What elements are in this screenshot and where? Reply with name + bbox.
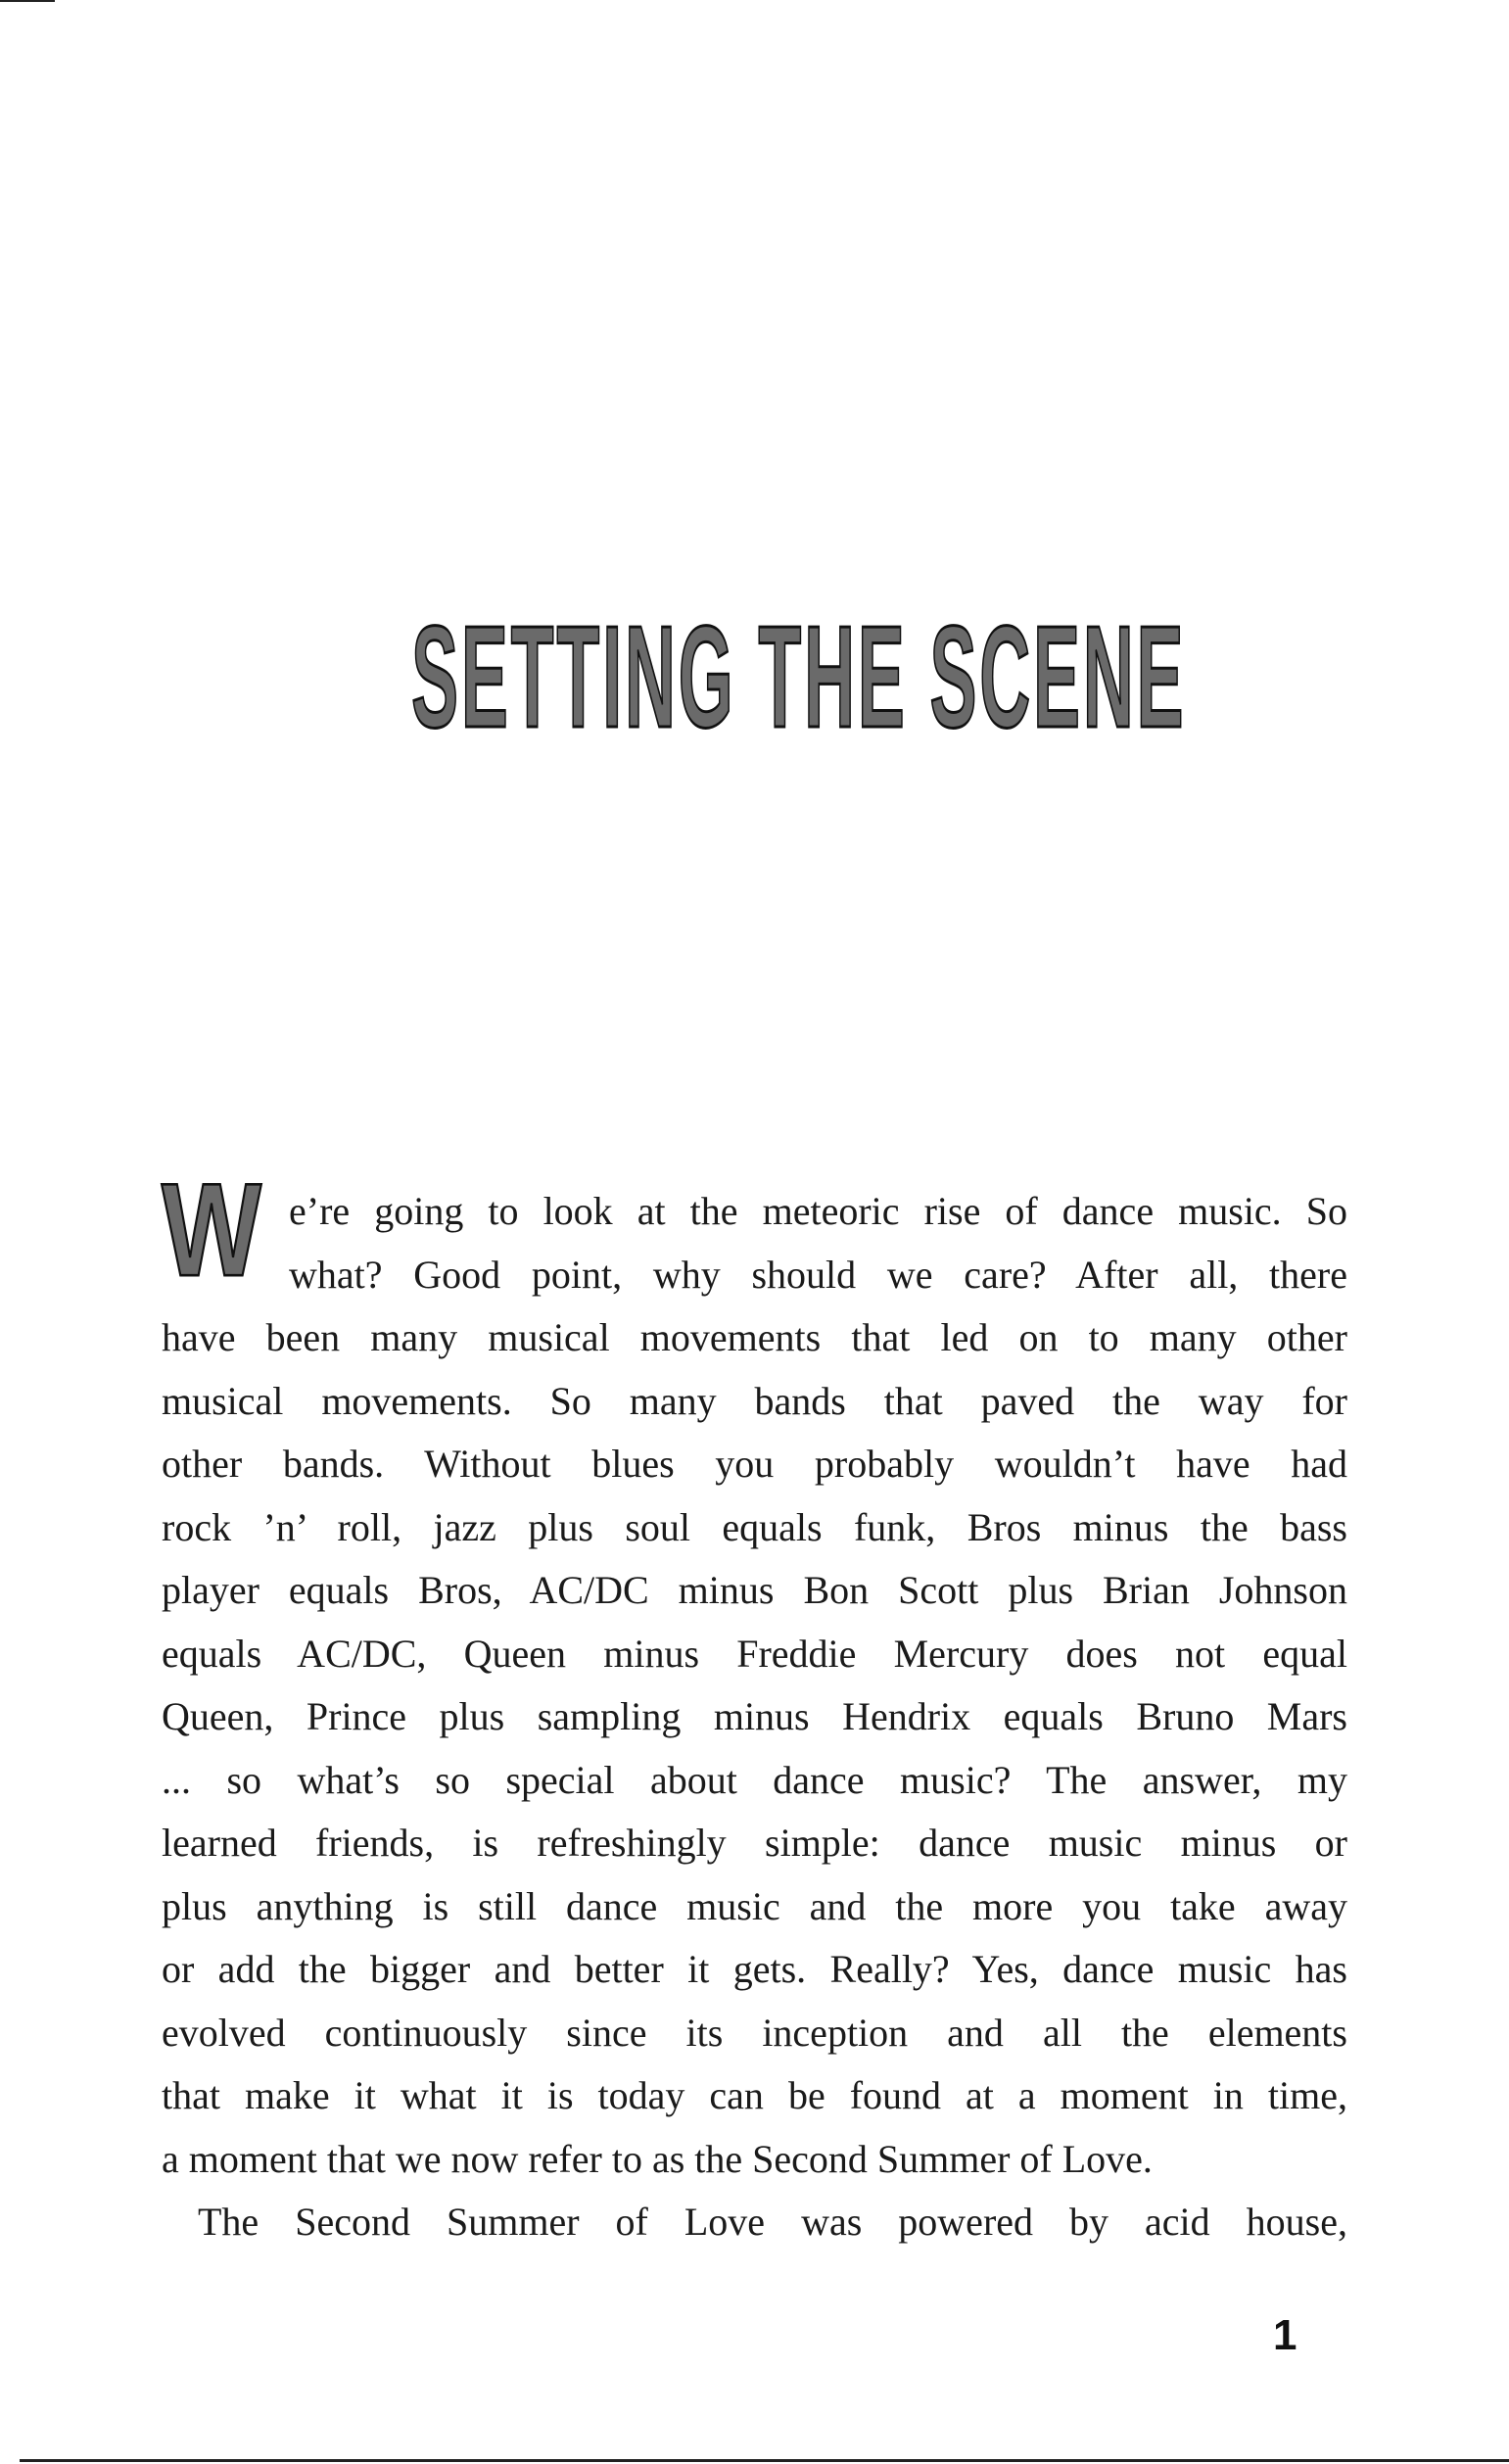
text-line: or add the bigger and better it gets. Really? Yes, dance music has <box>162 1947 1347 1991</box>
chapter-title-text: SETTING THE SCENE <box>411 596 1187 758</box>
text-line: equals AC/DC, Queen minus Freddie Mercury does not equal <box>162 1631 1347 1676</box>
text-line: The Second Summer of Love was powered by acid house, <box>198 2200 1347 2244</box>
text-line: other bands. Without blues you probably wouldn’t have had <box>162 1442 1347 1486</box>
text-line: ... so what’s so special about dance music? The answer, my <box>162 1757 1347 1802</box>
text-line: plus anything is still dance music and the more you take away <box>162 1883 1347 1928</box>
text-line: evolved continuously since its inception and all the elements <box>162 2010 1347 2055</box>
chapter-title <box>0 596 1509 758</box>
text-line: that make it what it is today can be found at a moment in time, <box>162 2073 1347 2117</box>
top-rule <box>0 0 55 2</box>
text-line: Queen, Prince plus sampling minus Hendrix equals Bruno Mars <box>162 1694 1347 1738</box>
text-line: player equals Bros, AC/DC minus Bon Scott plus Brian Johnson <box>162 1568 1347 1612</box>
text-line: have been many musical movements that led on to many other <box>162 1315 1347 1359</box>
page-number: 1 <box>1273 2311 1297 2359</box>
text-line: rock ’n’ roll, jazz plus soul equals funk, Bros minus the bass <box>162 1504 1347 1549</box>
bottom-rule <box>20 2459 1509 2462</box>
text-line: e’re going to look at the meteoric rise of dance music. So <box>289 1189 1347 1233</box>
text-line: a moment that we now refer to as the Second Summer of Love. <box>162 2136 1153 2181</box>
text-line: what? Good point, why should we care? After all, there <box>289 1252 1347 1297</box>
text-line: learned friends, is refreshingly simple: dance music minus or <box>162 1821 1347 1865</box>
drop-cap-letter: W <box>162 1155 261 1303</box>
text-line: musical movements. So many bands that paved the way for <box>162 1378 1347 1423</box>
body-text <box>162 1155 1347 2254</box>
